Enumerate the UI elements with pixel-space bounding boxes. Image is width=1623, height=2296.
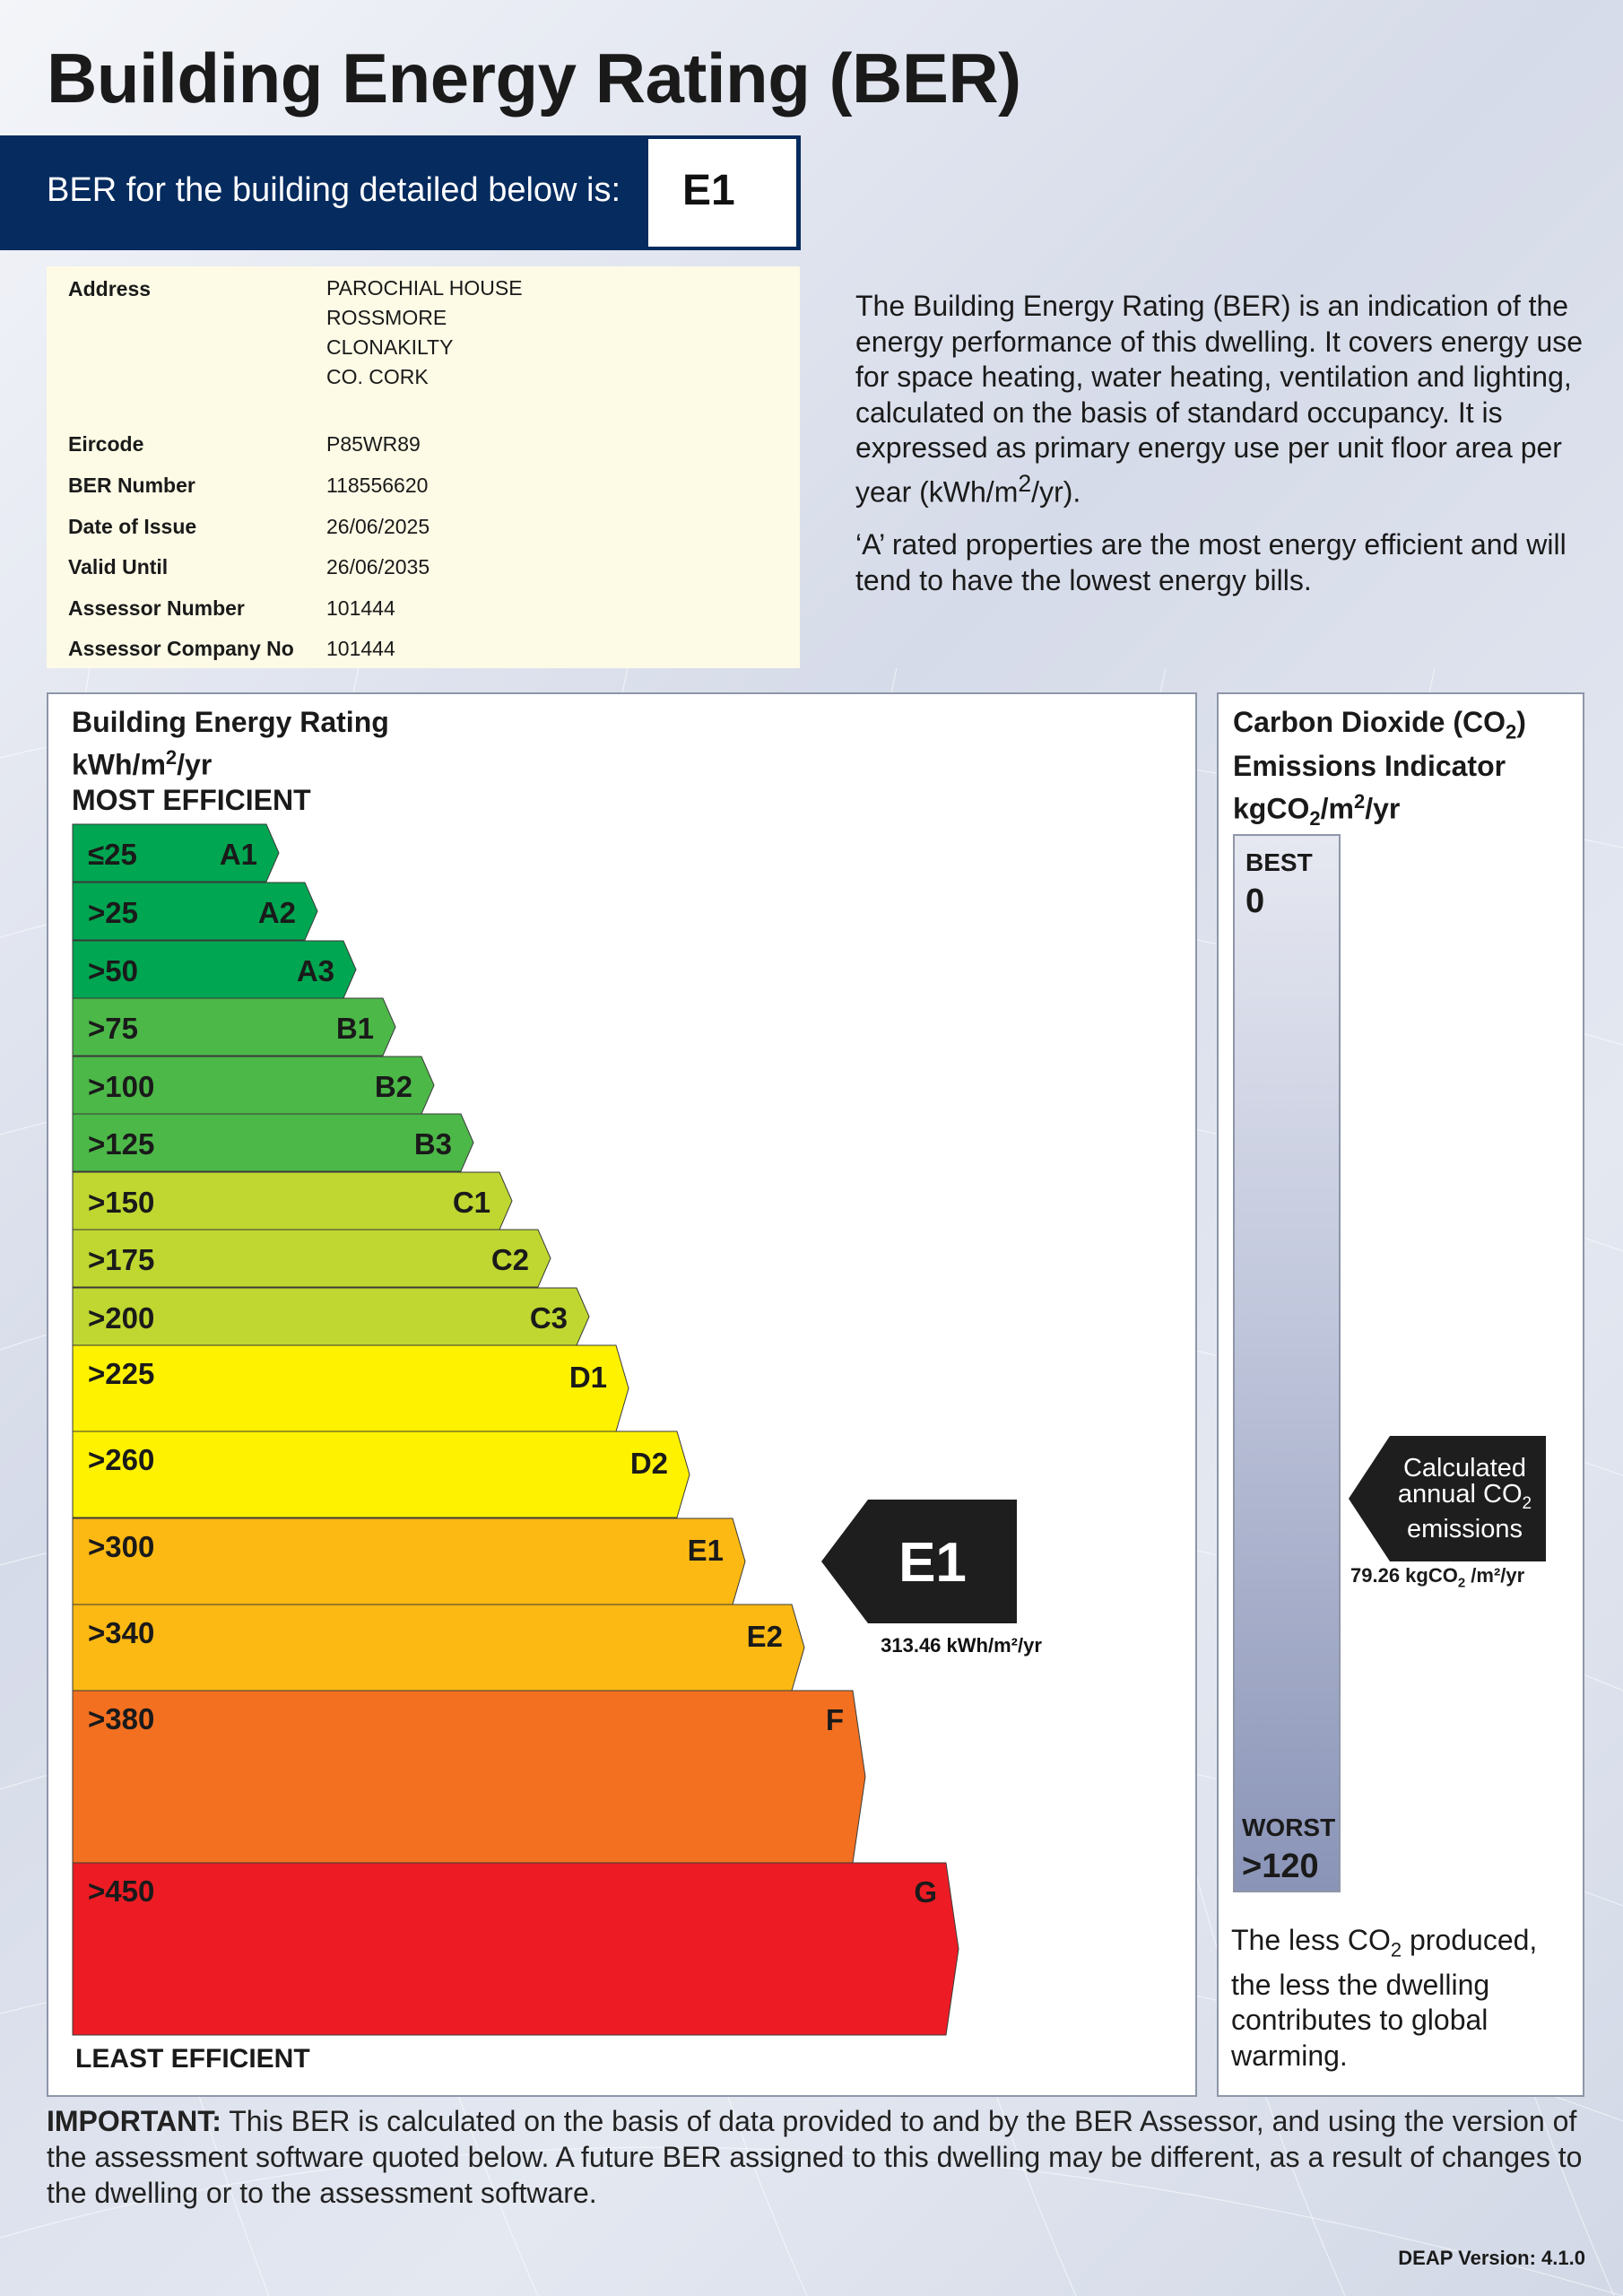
important-text: This BER is calculated on the basis of data provided to and by the BER Assessor, and using the version of the assessment software quoted below. A future BER assigned to this dwelling may be different, as a result of changes to the dwelling or to the assessment software. <box>47 2105 1583 2209</box>
co2-footnote <box>1231 1923 1581 2074</box>
assessor-company-value: 101444 <box>326 637 395 660</box>
footnote-text: produced, the less the dwelling contributes to global warming. <box>1231 1924 1538 2072</box>
footnote-text: The less CO <box>1231 1924 1391 1956</box>
superscript: 2 <box>165 746 178 769</box>
co2-arrow-label <box>1391 1456 1539 1543</box>
rating-band-grade: F <box>825 1703 844 1736</box>
assessor-company-label: Assessor Company No <box>68 637 294 660</box>
address-line: CLONAKILTY <box>326 335 454 359</box>
rating-band-threshold: >200 <box>88 1301 155 1335</box>
co2-panel <box>1217 692 1584 2097</box>
rating-band-threshold: >25 <box>88 896 138 929</box>
current-rating-value: 313.46 kWh/m²/yr <box>881 1634 1042 1657</box>
ber-number-label: BER Number <box>68 474 195 497</box>
ber-rating-value: E1 <box>682 167 735 214</box>
rating-band-d1 <box>73 1345 629 1431</box>
co2-heading-subtitle: Emissions Indicator <box>1233 750 1506 783</box>
energy-heading-title: Building Energy Rating <box>72 706 389 738</box>
rating-band-e2 <box>73 1605 804 1691</box>
address-value <box>326 274 523 392</box>
unit-text: /m <box>1320 793 1354 826</box>
assessor-number-value: 101444 <box>326 596 395 620</box>
arrow-line <box>1391 1482 1539 1517</box>
rating-band-threshold: >450 <box>88 1874 155 1908</box>
valid-until-value: 26/06/2035 <box>326 555 430 578</box>
arrow-line: emissions <box>1407 1514 1523 1544</box>
rating-band-f <box>73 1691 865 1863</box>
unit-text: /yr <box>1365 793 1401 826</box>
rating-band-grade: C1 <box>452 1186 490 1219</box>
subscript: 2 <box>1522 1493 1532 1513</box>
ber-explanation-text-end: /yr). <box>1031 475 1081 509</box>
rating-band-e1 <box>73 1518 745 1605</box>
subscript: 2 <box>1457 1575 1466 1591</box>
co2-value-text: 79.26 kgCO <box>1350 1564 1458 1587</box>
rating-band-grade: B3 <box>413 1127 452 1161</box>
eircode-value: P85WR89 <box>326 432 421 456</box>
rating-band-threshold: >340 <box>88 1616 155 1649</box>
co2-heading-unit <box>1233 784 1526 836</box>
heading-text: ) <box>1516 706 1526 738</box>
rating-band-threshold: >150 <box>88 1186 155 1219</box>
ber-banner <box>0 135 801 250</box>
arrow-text: annual CO <box>1397 1480 1523 1509</box>
date-of-issue-label: Date of Issue <box>68 515 197 538</box>
rating-band-threshold: >225 <box>88 1357 155 1390</box>
valid-until-label: Valid Until <box>68 555 169 578</box>
rating-band-grade: E1 <box>687 1534 724 1567</box>
address-line: ROSSMORE <box>326 306 447 329</box>
ber-explanation <box>855 289 1591 510</box>
deap-version: DEAP Version: 4.1.0 <box>1398 2247 1585 2269</box>
unit-text: /yr <box>177 748 213 781</box>
subscript: 2 <box>1390 1938 1402 1961</box>
rating-band-threshold: >125 <box>88 1127 155 1161</box>
co2-value <box>1350 1564 1524 1590</box>
rating-band-grade: E2 <box>746 1620 783 1653</box>
energy-rating-scale <box>48 694 1195 2095</box>
date-of-issue-value: 26/06/2025 <box>326 515 430 538</box>
rating-band-threshold: >50 <box>88 954 138 987</box>
rating-band-grade: A1 <box>219 838 257 871</box>
co2-best-label: BEST <box>1245 848 1313 876</box>
rating-band-grade: B2 <box>374 1070 412 1103</box>
co2-value-unit: /m²/yr <box>1465 1564 1525 1587</box>
address-label: Address <box>68 277 152 300</box>
subscript: 2 <box>1309 807 1321 831</box>
most-efficient-label: MOST EFFICIENT <box>72 783 311 816</box>
co2-worst-value: >120 <box>1242 1848 1319 1885</box>
superscript: 2 <box>1353 790 1366 813</box>
superscript: 2 <box>1018 469 1032 497</box>
rating-band-grade: G <box>914 1875 937 1909</box>
rating-band-grade: D2 <box>629 1447 668 1480</box>
ber-number-value: 118556620 <box>326 474 429 497</box>
rating-band-grade: A2 <box>257 896 296 929</box>
subscript: 2 <box>1506 720 1517 744</box>
rating-band-threshold: >175 <box>88 1243 155 1276</box>
rating-band-grade: C3 <box>529 1301 568 1335</box>
a-rated-note: ‘A’ rated properties are the most energy efficient and will tend to have the lowest energy bills. <box>855 528 1567 596</box>
address-line: CO. CORK <box>326 365 429 388</box>
eircode-label: Eircode <box>68 432 144 456</box>
ber-rating-box <box>648 139 796 247</box>
rating-band-threshold: >380 <box>88 1702 155 1735</box>
rating-band-grade: C2 <box>490 1243 529 1276</box>
current-rating-label: E1 <box>898 1532 967 1594</box>
address-line: PAROCHIAL HOUSE <box>326 276 523 300</box>
rating-band-threshold: ≤25 <box>88 838 137 871</box>
co2-heading-title <box>1233 705 1526 749</box>
arrow-line: Calculated <box>1402 1454 1527 1483</box>
assessor-number-label: Assessor Number <box>68 596 245 620</box>
rating-band-grade: D1 <box>568 1361 607 1394</box>
building-details <box>47 266 800 668</box>
unit-text: kgCO <box>1233 793 1310 826</box>
rating-band-threshold: >75 <box>88 1012 138 1045</box>
co2-panel-heading <box>1233 705 1526 836</box>
ber-banner-text: BER for the building detailed below is: <box>47 171 621 209</box>
heading-text: Carbon Dioxide (CO <box>1233 706 1506 738</box>
rating-band-threshold: >260 <box>88 1443 155 1476</box>
rating-band-grade: B1 <box>335 1012 374 1045</box>
rating-band-threshold: >100 <box>88 1070 155 1103</box>
ber-explanation-text: The Building Energy Rating (BER) is an indication of the energy performance of this dwelling. It covers energy use for space heating, water heating, ventilation and lighting, calculated on the basis of standard occupancy. It is expressed as primary energy use per unit floor area per year (kWh/m <box>855 290 1584 509</box>
page-title: Building Energy Rating (BER) <box>47 39 1021 117</box>
co2-gradient-scale <box>1233 834 1341 1892</box>
rating-band-grade: A3 <box>296 954 334 987</box>
unit-text: kWh/m <box>72 748 166 781</box>
rating-band-d2 <box>73 1431 690 1518</box>
co2-best-value: 0 <box>1245 883 1265 920</box>
energy-rating-panel <box>47 692 1197 2097</box>
least-efficient-label: LEAST EFFICIENT <box>75 2044 310 2074</box>
important-notice <box>47 2103 1589 2211</box>
co2-worst-label: WORST <box>1242 1813 1336 1841</box>
important-label: IMPORTANT: <box>47 2105 221 2137</box>
rating-band-threshold: >300 <box>88 1530 155 1563</box>
rating-band-g <box>73 1863 959 2035</box>
